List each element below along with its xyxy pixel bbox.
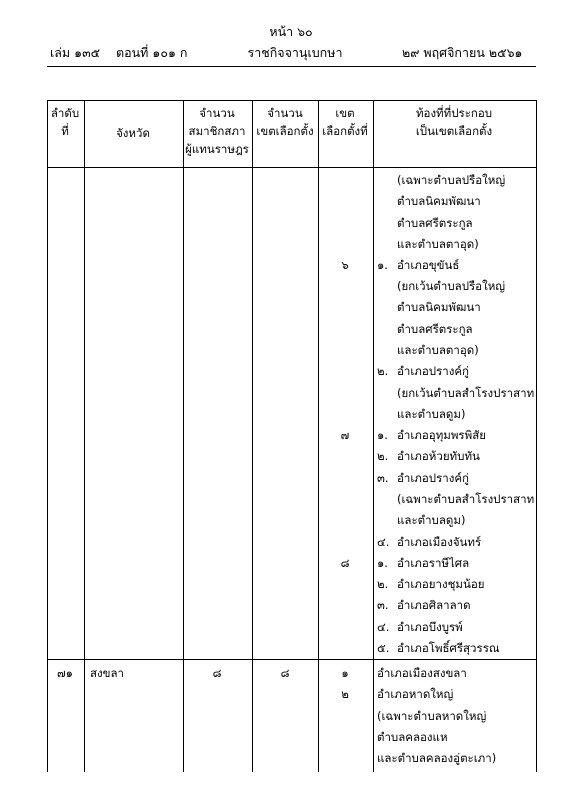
district-number: ๗ [340, 428, 350, 442]
area-text: ตำบลคลองแห [377, 730, 448, 744]
area-text: อำเภอขุขันธ์ [397, 258, 460, 272]
area-number: ๓. [377, 598, 389, 612]
area-number: ๑. [377, 428, 388, 442]
area-number: ๑. [377, 556, 388, 570]
district-number: ๖ [341, 258, 349, 272]
col-header-area-line1: ท้องที่ที่ประกอบ [415, 106, 493, 120]
col-header-members-line1: จำนวน [199, 106, 235, 120]
area-text: และตำบลดูม) [397, 513, 466, 527]
row-province: สงขลา [90, 666, 125, 680]
col-header-province: จังหวัด [116, 126, 150, 140]
area-number: ๕. [377, 641, 390, 655]
area-number: ๒. [377, 449, 389, 463]
area-number: ๔. [377, 535, 390, 549]
col-header-members-line2: สมาชิกสภา [188, 124, 246, 138]
area-text: อำเภอเมืองสงขลา [377, 666, 467, 680]
area-number: ๒. [377, 364, 389, 378]
area-text: อำเภอเมืองจันทร์ [397, 535, 482, 549]
col-header-order-line1: ลำดับ [50, 106, 80, 120]
row-members: ๘ [212, 666, 222, 680]
area-text: (เฉพาะตำบลปรือใหญ่ [397, 173, 506, 187]
area-text: และตำบลตาอุด) [397, 237, 479, 251]
area-text: ตำบลนิคมพัฒนา [397, 300, 481, 314]
area-number: ๒. [377, 577, 389, 591]
area-text: อำเภออุทุมพรพิสัย [397, 428, 486, 442]
col-header-district-count-line1: จำนวน [267, 106, 303, 120]
area-text: และตำบลดูม) [397, 407, 466, 421]
area-text: ตำบลศรีตระกูล [397, 322, 473, 336]
area-text: และตำบลตาอุด) [397, 343, 479, 357]
district-number: ๘ [340, 556, 350, 570]
area-text: (เฉพาะตำบลหาดใหญ่ [377, 709, 487, 723]
area-text: อำเภอปรางค์กู่ [397, 471, 469, 485]
district-number: ๒ [341, 687, 349, 701]
district-number: ๑ [341, 666, 349, 680]
col-header-area-line2: เป็นเขตเลือกตั้ง [415, 124, 493, 138]
area-text: อำเภอหาดใหญ่ [377, 687, 454, 701]
area-text: ตำบลนิคมพัฒนา [397, 194, 481, 208]
col-header-district-count-line2: เขตเลือกตั้ง [256, 124, 314, 138]
area-text: (ยกเว้นตำบลสำโรงปราสาท [397, 386, 535, 400]
area-text: อำเภอปรางค์กู่ [397, 364, 469, 378]
area-text: อำเภอโพธิ์ศรีสุวรรณ [397, 641, 500, 655]
area-text: อำเภอห้วยทับทัน [397, 449, 480, 463]
area-text: อำเภอบึงบูรพ์ [397, 620, 463, 634]
row-order: ๗๑ [57, 666, 73, 680]
col-header-members-line3: ผู้แทนราษฎร [185, 142, 249, 156]
area-text: และตำบลคลองอู่ตะเภา) [377, 751, 497, 765]
issue-number: ตอนที่ ๑๐๑ ก [116, 45, 188, 60]
area-text: อำเภอราษีไศล [397, 556, 470, 570]
col-header-order-line2: ที่ [61, 124, 69, 138]
area-number: ๔. [377, 620, 390, 634]
area-text: ตำบลศรีตระกูล [397, 216, 473, 230]
volume-number: เล่ม ๑๓๕ [50, 45, 101, 60]
publication-date: ๒๙ พฤศจิกายน ๒๕๖๑ [402, 45, 523, 60]
area-text: (เฉพาะตำบลสำโรงปราสาท [397, 492, 535, 506]
page-number: หน้า ๖๐ [269, 24, 313, 39]
area-number: ๓. [377, 471, 389, 485]
area-number: ๑. [377, 258, 388, 272]
area-text: อำเภอศิลาลาด [397, 598, 471, 612]
col-header-district-line2: เลือกตั้งที่ [322, 124, 368, 138]
header-rule [47, 66, 536, 67]
row-district-count: ๘ [280, 666, 290, 680]
col-header-district-line1: เขต [335, 106, 355, 120]
area-text: (ยกเว้นตำบลปรือใหญ่ [397, 279, 506, 293]
area-text: อำเภอยางชุมน้อย [397, 577, 485, 591]
publication-name: ราชกิจจานุเบกษา [247, 45, 343, 60]
